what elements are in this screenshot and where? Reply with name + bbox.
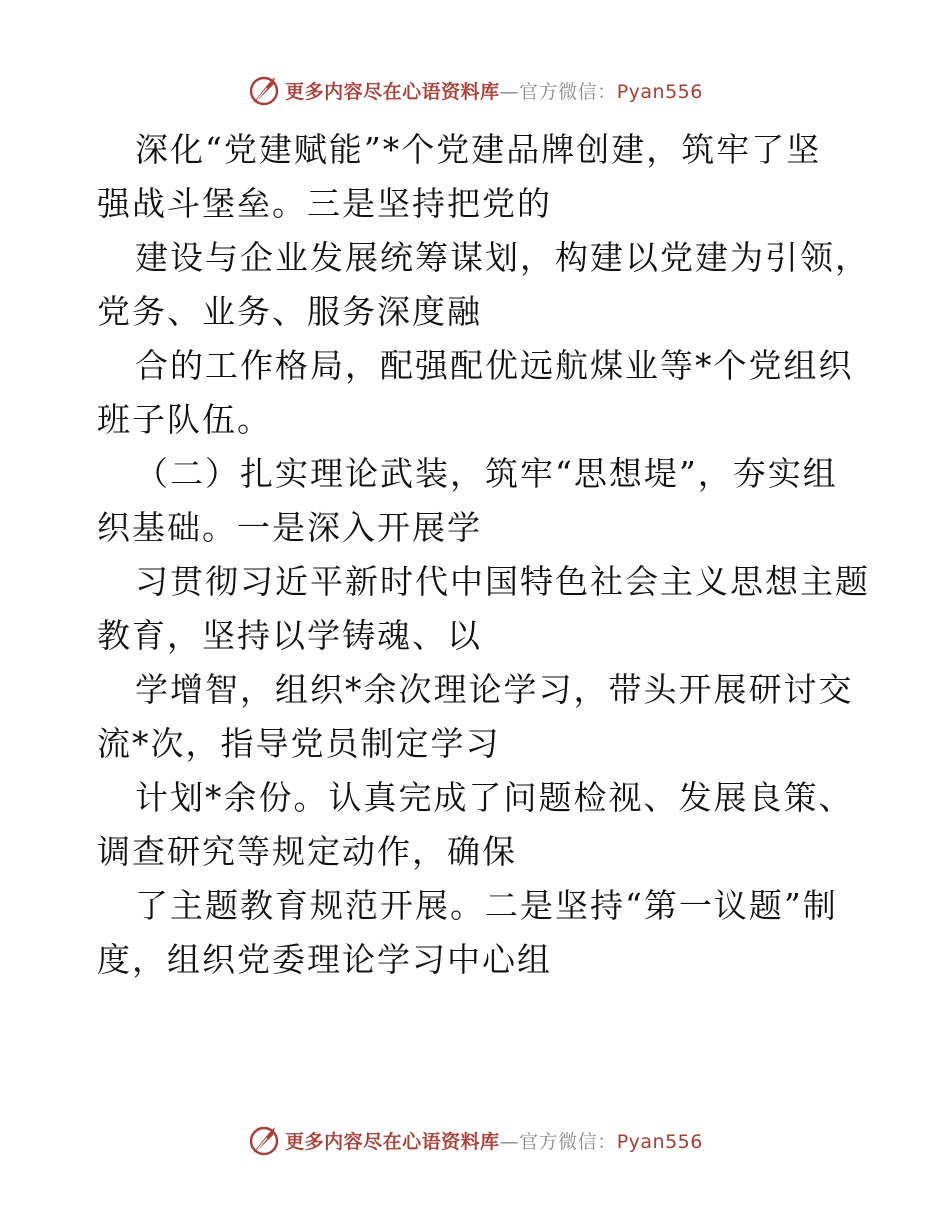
text-line: 织基础。一是深入开展学 — [97, 508, 482, 547]
header-watermark — [0, 70, 950, 110]
text-line: 班子队伍。 — [97, 400, 272, 439]
quill-logo-icon — [247, 1123, 281, 1157]
text-line: 强战斗堡垒。三是坚持把党的 — [97, 184, 552, 223]
text-line: 教育，坚持以学铸魂、以 — [97, 616, 482, 655]
text-line: 调查研究等规定动作，确保 — [97, 832, 517, 871]
text-line: 合的工作格局，配强配优远航煤业等*个党组织 — [135, 346, 854, 385]
watermark-text: 更多内容尽在心语资料库—官方微信：Pyan556 — [285, 80, 703, 103]
text-line: 度，组织党委理论学习中心组 — [97, 940, 552, 979]
text-line: 党务、业务、服务深度融 — [97, 292, 482, 331]
footer-watermark — [0, 1120, 950, 1160]
text-line: 流*次，指导党员制定学习 — [97, 724, 501, 763]
document-body — [97, 123, 877, 987]
quill-logo-icon — [247, 73, 281, 107]
text-line: 习贯彻习近平新时代中国特色社会主义思想主题 — [135, 562, 870, 601]
text-line: 建设与企业发展统筹谋划，构建以党建为引领， — [135, 238, 870, 277]
text-line: （二）扎实理论武装，筑牢“思想堤”，夯实组 — [135, 454, 838, 493]
text-line: 了主题教育规范开展。二是坚持“第一议题”制 — [135, 886, 838, 925]
text-line: 学增智，组织*余次理论学习，带头开展研讨交 — [135, 670, 854, 709]
text-line: 深化“党建赋能”*个党建品牌创建，筑牢了坚 — [135, 130, 822, 169]
watermark-text: 更多内容尽在心语资料库—官方微信：Pyan556 — [285, 1130, 703, 1153]
text-line: 计划*余份。认真完成了问题检视、发展良策、 — [135, 778, 854, 817]
